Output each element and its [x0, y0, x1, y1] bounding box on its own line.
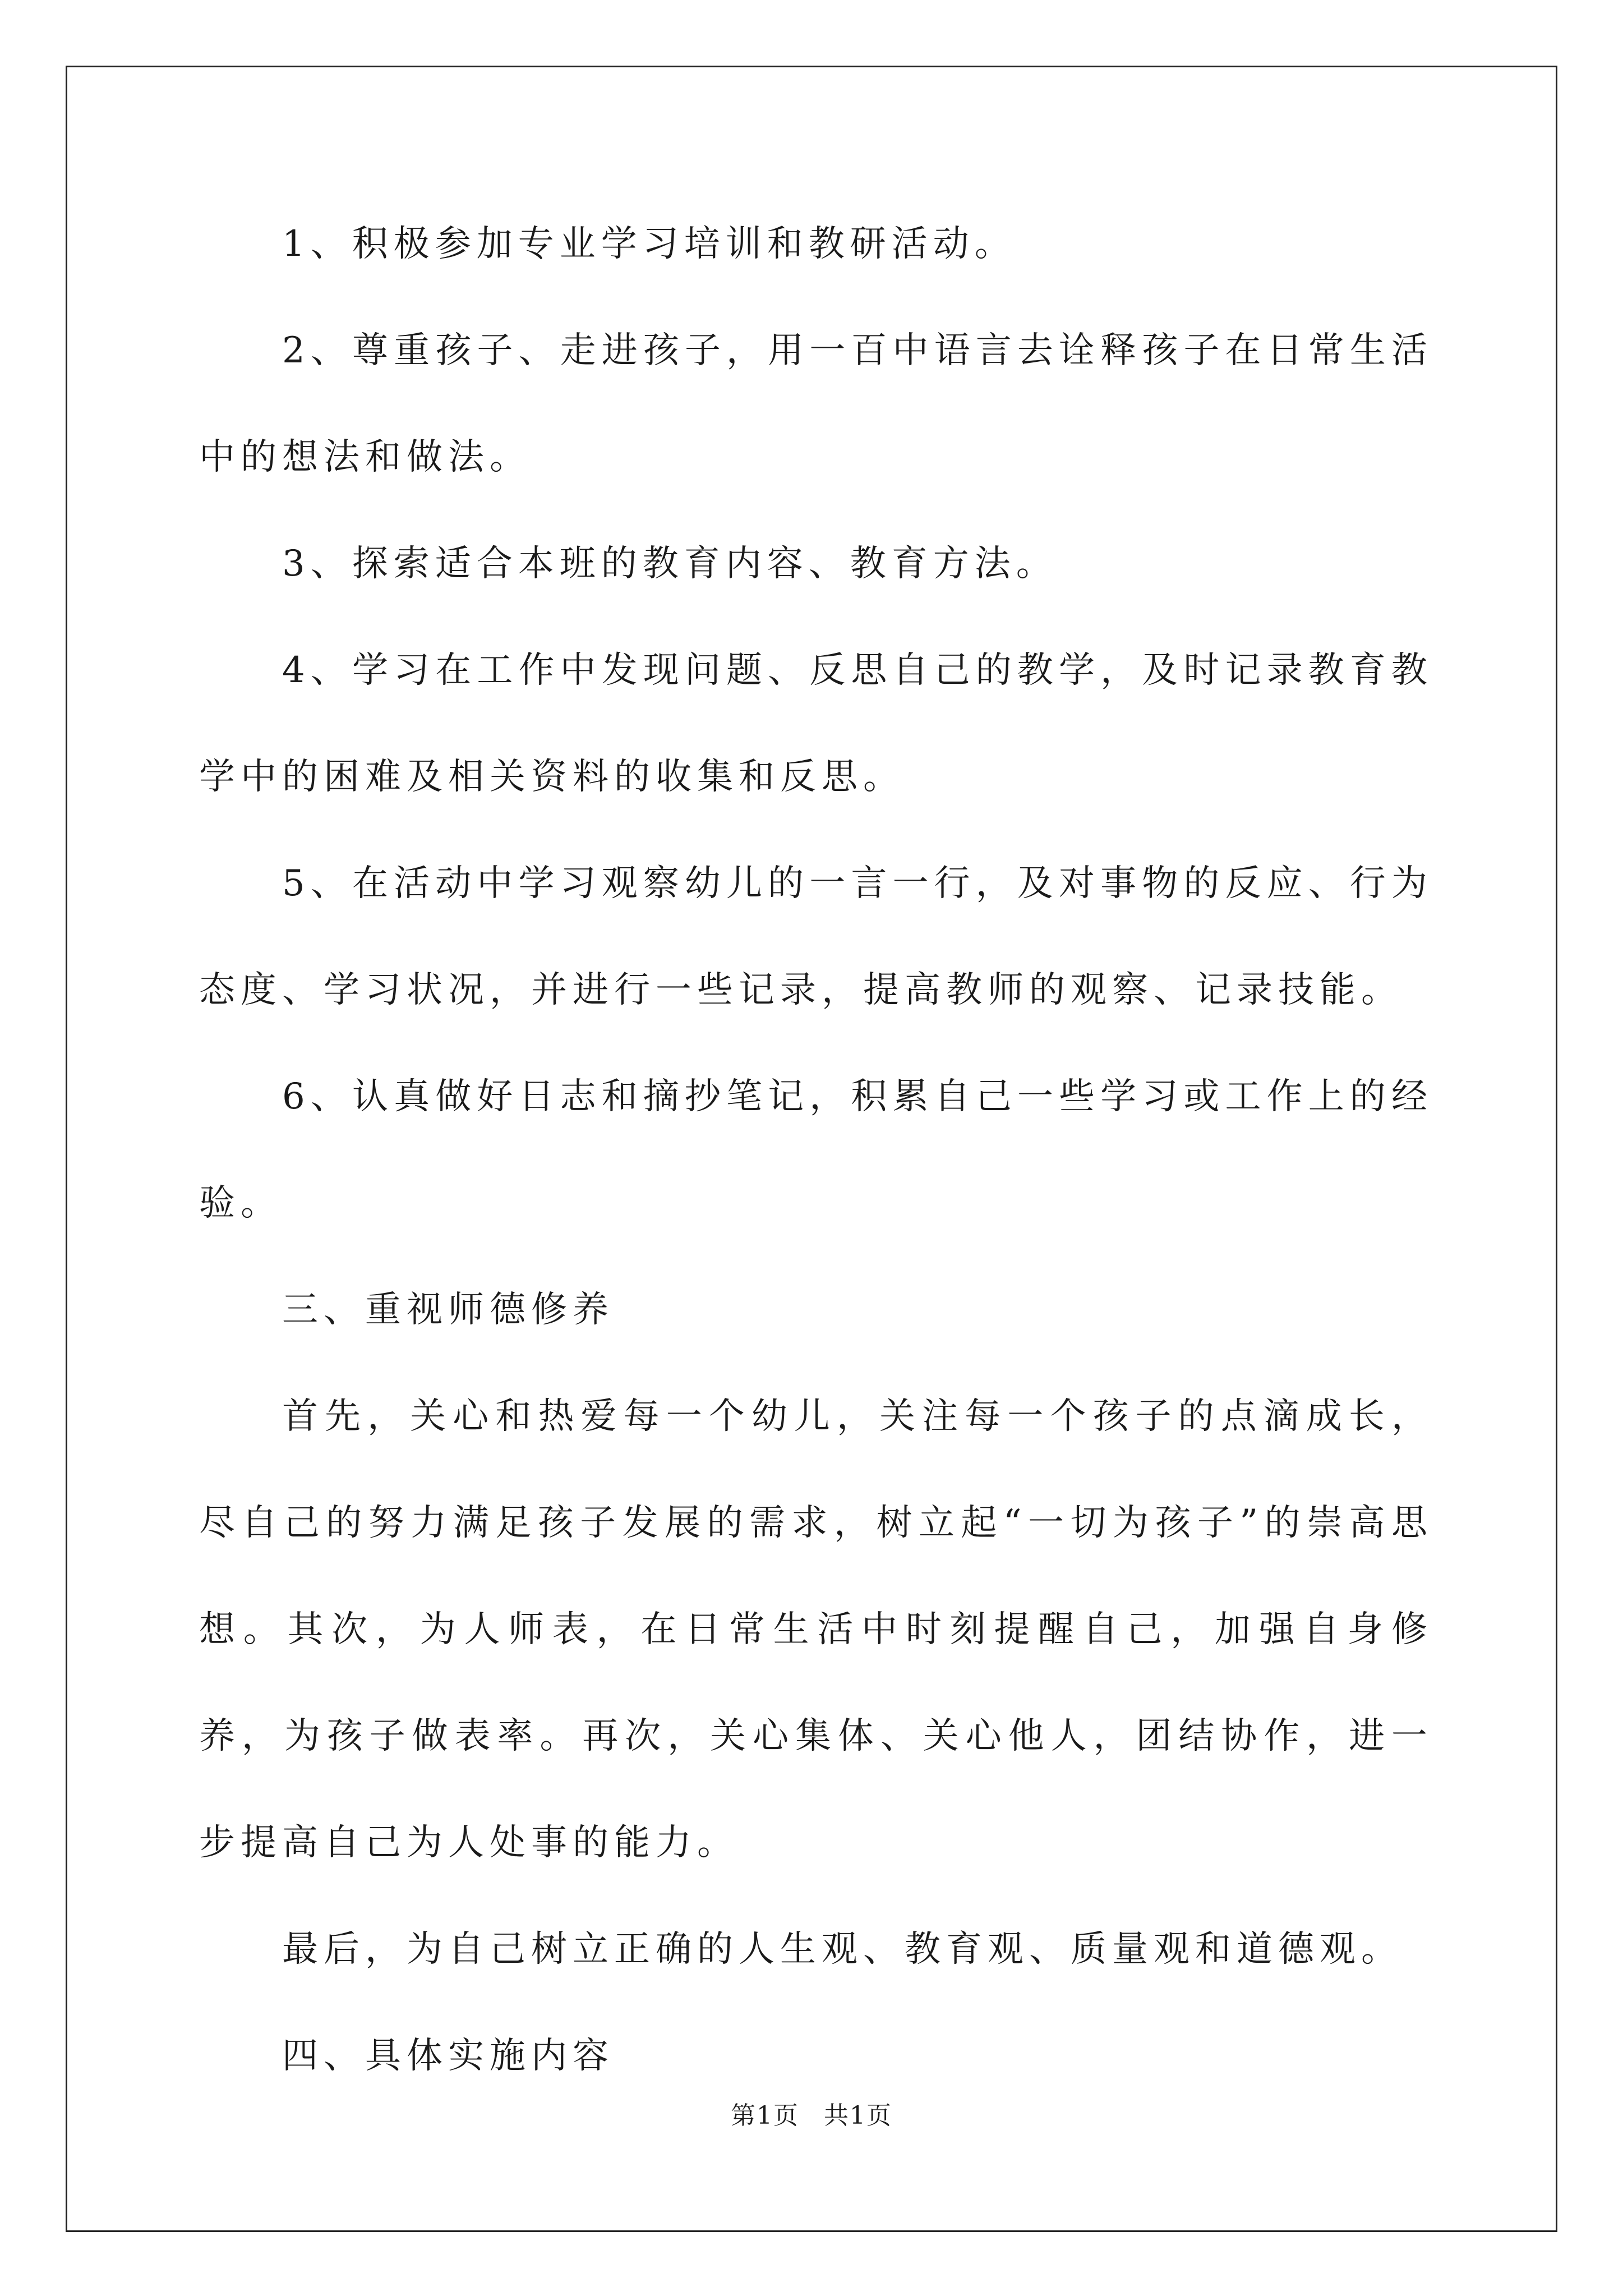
- paragraph-item-5: 5、在活动中学习观察幼儿的一言一行，及对事物的反应、行为态度、学习状况，并进行一些记录，提高教师的观察、记录技能。: [199, 863, 1433, 1011]
- paragraph-ethics: 首先，关心和热爱每一个幼儿，关注每一个孩子的点滴成长，尽自己的努力满足孩子发展的需求，树立起“一切为孩子”的崇高思想。其次，为人师表，在日常生活中时刻提醒自己，加强自身修养，为孩子做表率。再次，关心集体、关心他人，团结协作，进一步提高自己为人处事的能力。: [199, 1396, 1433, 1864]
- section-heading-4: 四、具体实施内容: [282, 2035, 614, 2077]
- page-footer: [0, 2095, 1623, 2131]
- paragraph-item-1: 1、积极参加专业学习培训和教研活动。: [282, 223, 1016, 265]
- paragraph-item-3: 3、探索适合本班的教育内容、教育方法。: [282, 543, 1058, 585]
- page-total: 共1页: [824, 2101, 892, 2130]
- section-heading-3: 三、重视师德修养: [282, 1289, 614, 1331]
- paragraph-item-2: 2、尊重孩子、走进孩子，用一百中语言去诠释孩子在日常生活中的想法和做法。: [199, 330, 1433, 478]
- paragraph-finally: 最后，为自己树立正确的人生观、教育观、质量观和道德观。: [282, 1929, 1403, 1970]
- paragraph-item-6: 6、认真做好日志和摘抄笔记，积累自己一些学习或工作上的经验。: [199, 1076, 1433, 1224]
- document-body: [199, 191, 1433, 2109]
- page-number: 第1页: [731, 2101, 799, 2130]
- paragraph-item-4: 4、学习在工作中发现问题、反思自己的教学，及时记录教育教学中的困难及相关资料的收集和反思。: [199, 650, 1433, 798]
